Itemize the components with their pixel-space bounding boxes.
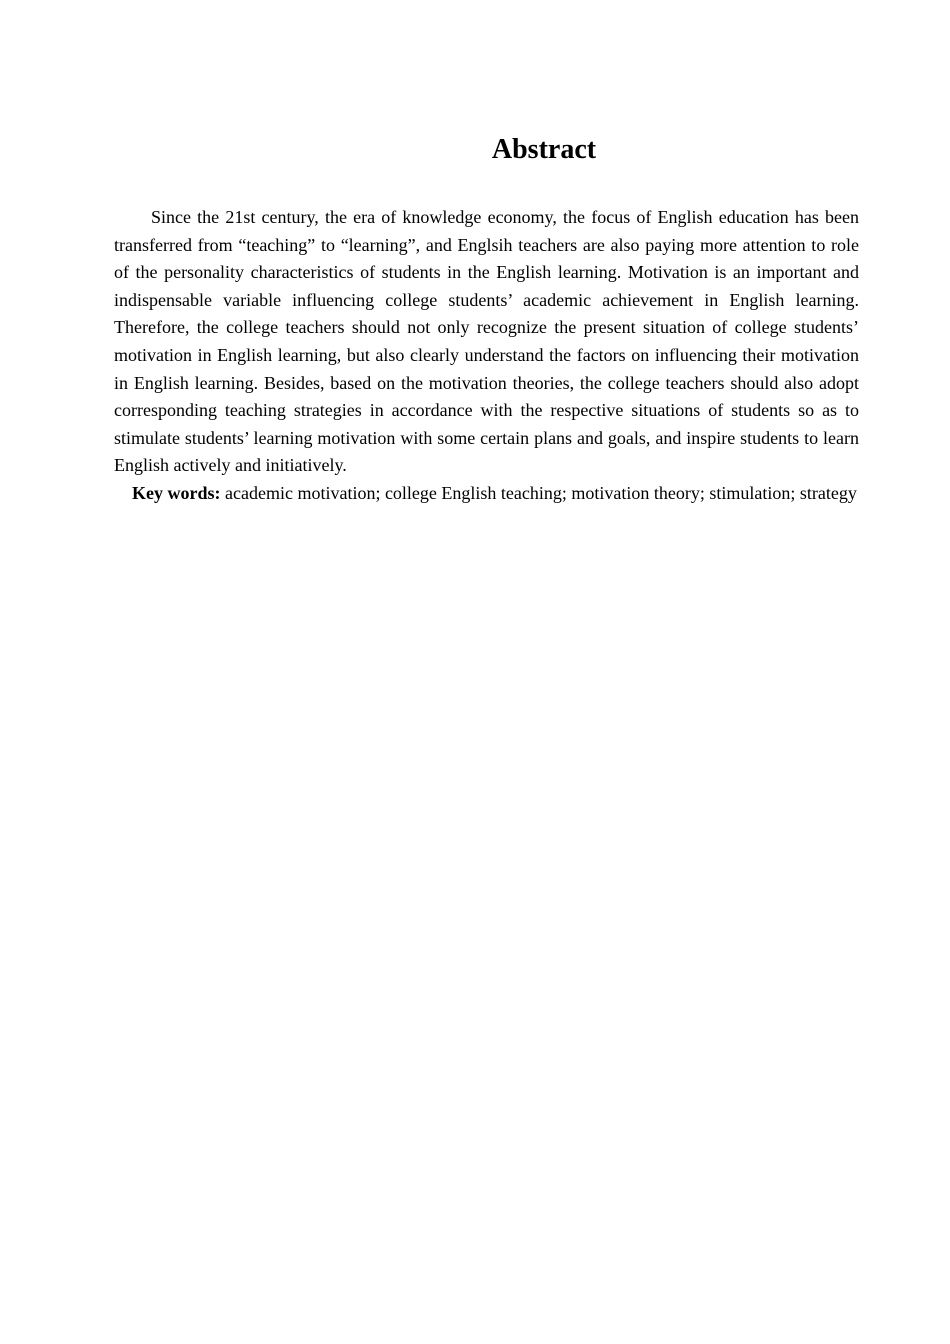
abstract-content <box>114 204 859 508</box>
keywords-line <box>114 480 859 508</box>
page-title: Abstract <box>491 134 597 165</box>
keywords-text: academic motivation; college English teaching; motivation theory; stimulation; strategy <box>225 482 857 503</box>
keywords-label: Key words: <box>132 482 221 503</box>
abstract-paragraph: Since the 21st century, the era of knowledge economy, the focus of English education has been transferred from “teaching” to “learning”, and Englsih teachers are also paying more attention to role of the personality characteristics of students in the English learning. Motivation is an important and indispensable variable influencing college students’ academic achievement in English learning. Therefore, the college teachers should not only recognize the present situation of college students’ motivation in English learning, but also clearly understand the factors on influencing their motivation in English learning. Besides, based on the motivation theories, the college teachers should also adopt corresponding teaching strategies in accordance with the respective situations of students so as to stimulate students’ learning motivation with some certain plans and goals, and inspire students to learn English actively and initiatively. <box>114 207 859 476</box>
